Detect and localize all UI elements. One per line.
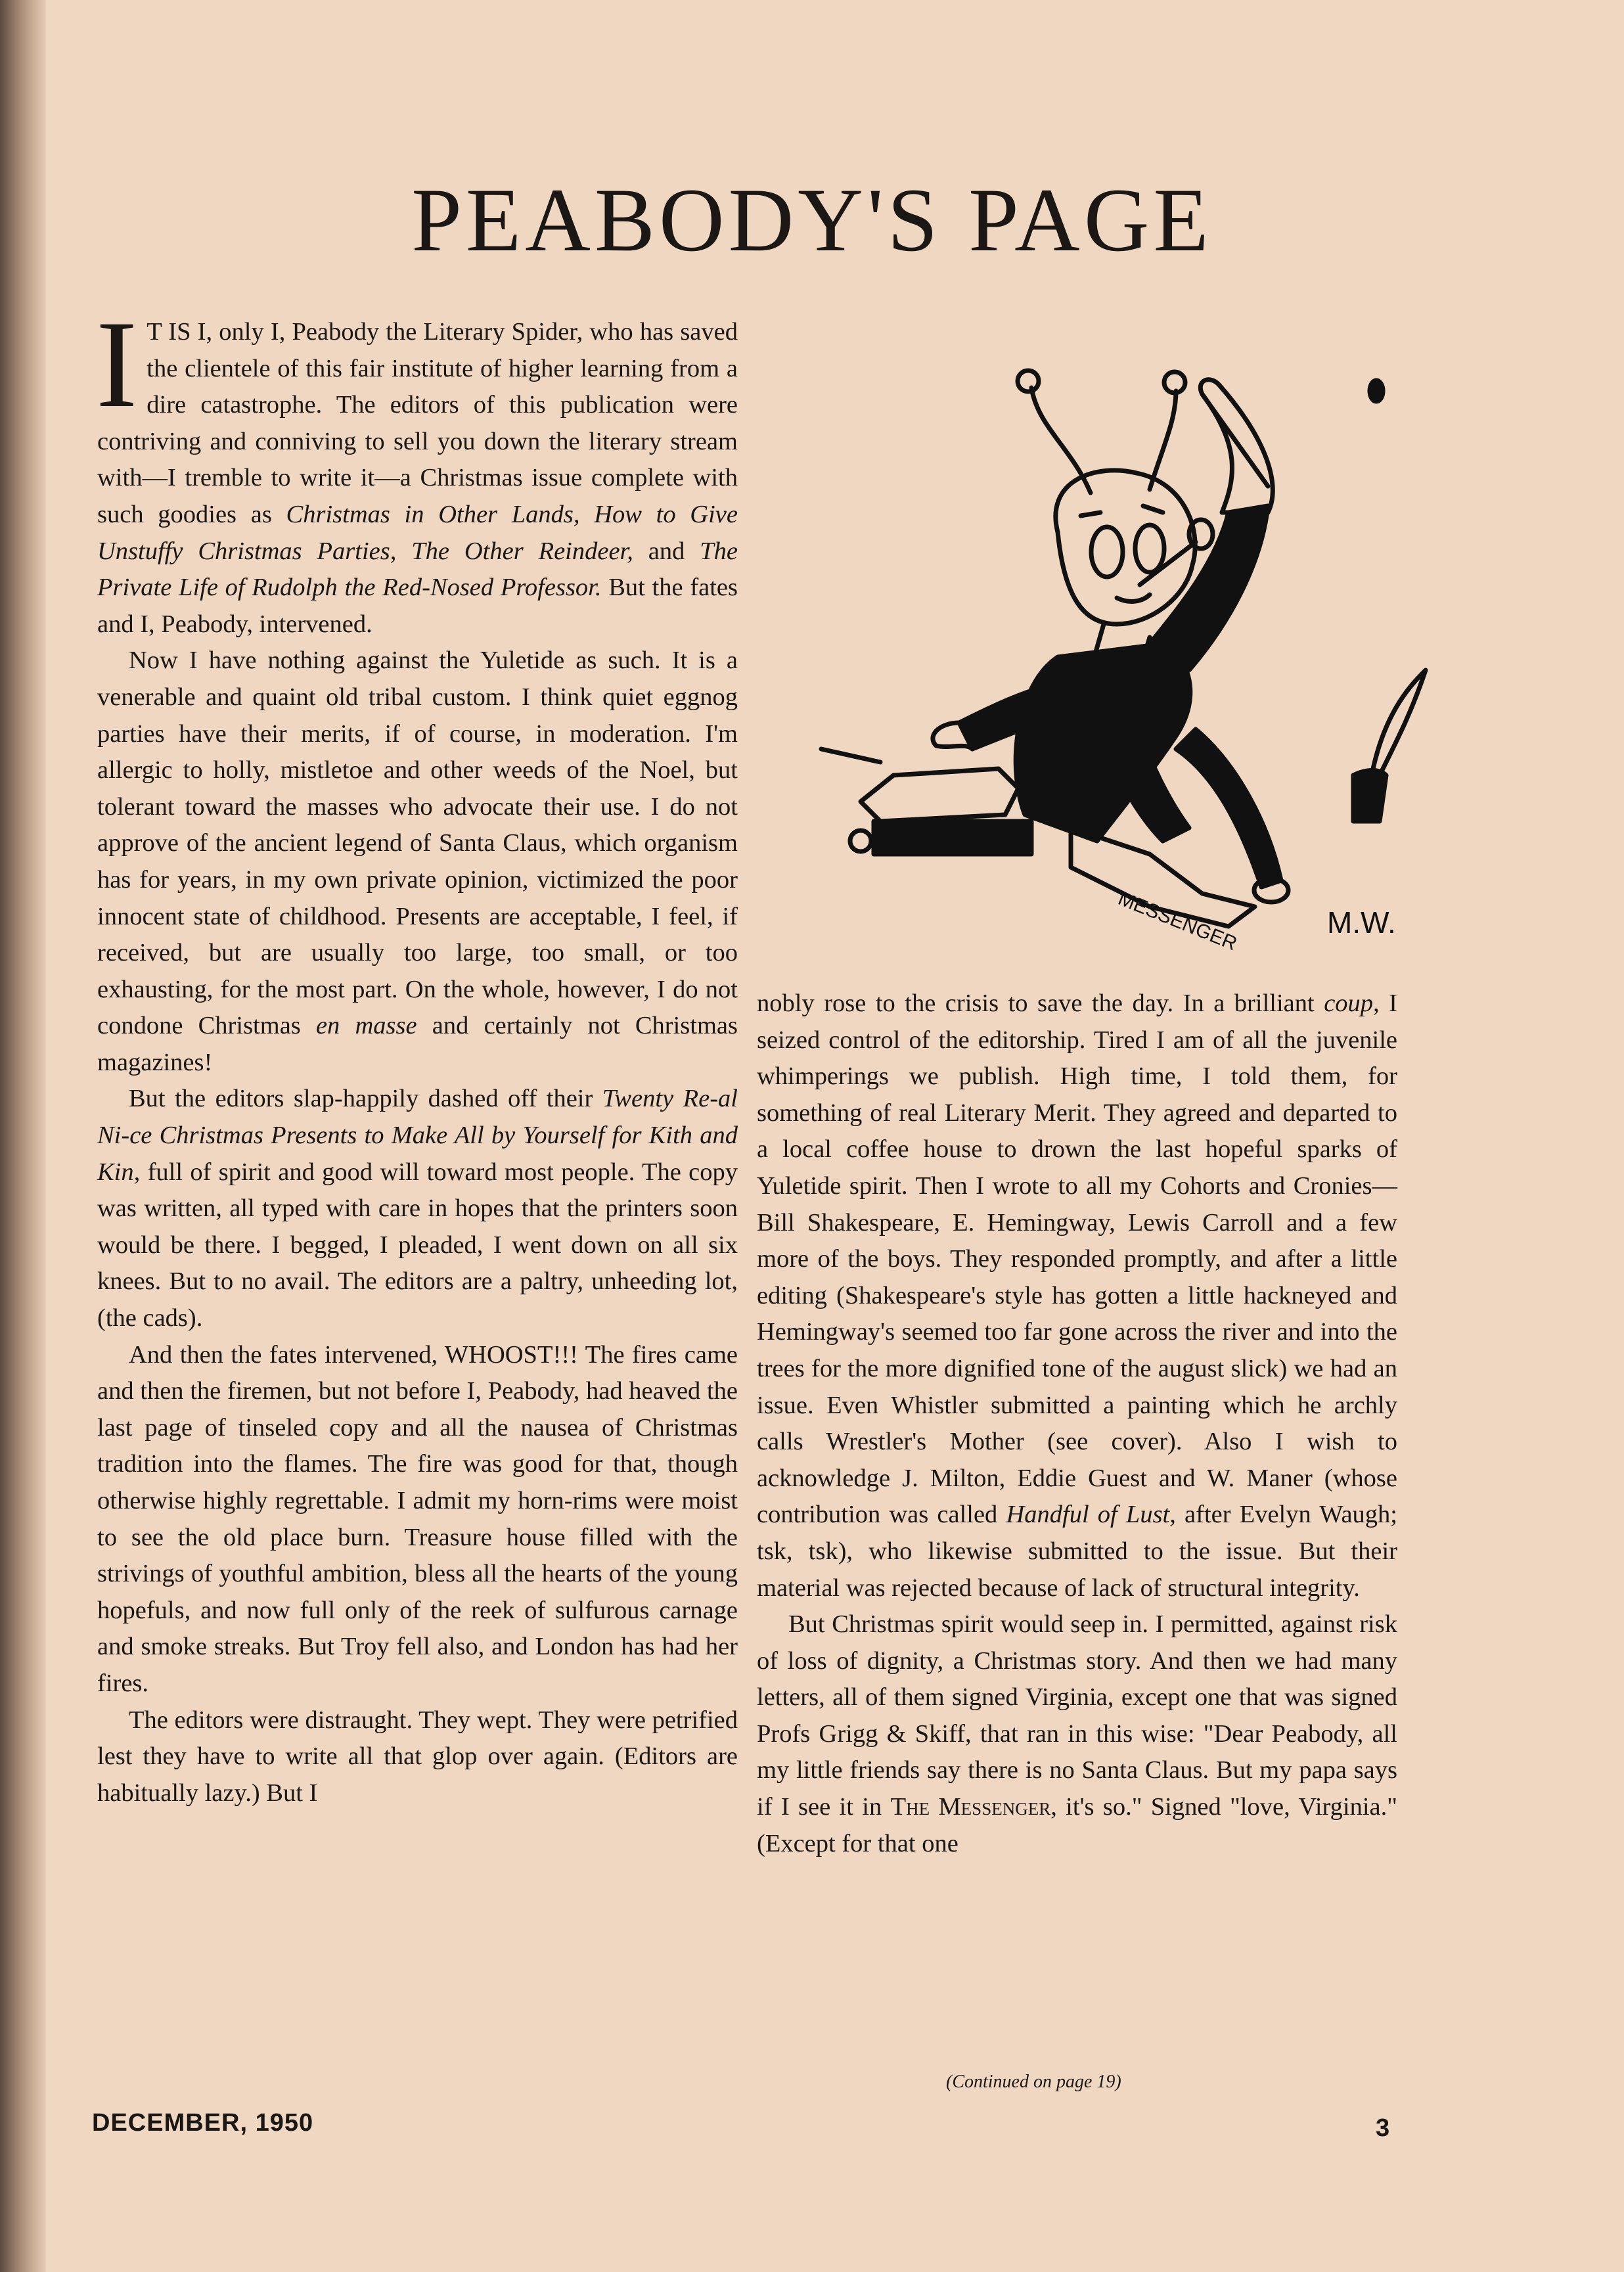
continued-note: (Continued on page 19) xyxy=(946,2072,1121,2092)
typewriter-knob xyxy=(850,830,871,852)
paragraph-3 xyxy=(97,1081,738,1336)
brow-right xyxy=(1143,506,1163,512)
mouth xyxy=(1117,595,1150,601)
article-column-right xyxy=(757,986,1397,1862)
text: nobly rose to the crisis to save the day. In a brilliant xyxy=(757,989,1324,1017)
leg xyxy=(1176,729,1281,887)
page-binding-shadow xyxy=(0,0,46,2272)
page-number: 3 xyxy=(1376,2114,1390,2142)
text: after Evelyn Waugh; tsk, tsk), who likewise submitted to the issue. But their material was rejected because of lack of structural integrity. xyxy=(757,1501,1397,1602)
italic-phrase: en masse xyxy=(315,1012,417,1040)
paragraph-6 xyxy=(757,986,1397,1606)
typewriter-base xyxy=(874,821,1031,854)
eye-right xyxy=(1135,525,1164,572)
paragraph-7 xyxy=(757,1606,1397,1862)
drop-cap: I xyxy=(96,296,138,434)
text: and xyxy=(633,537,700,565)
spider-illustration xyxy=(808,315,1432,959)
paragraph-1 xyxy=(96,296,738,643)
italic-title: The Private Life of Rudolph the Red-Nosed Professor. xyxy=(97,537,738,602)
antenna-left-tip xyxy=(1018,371,1039,392)
text: , it's so." Signed "love, Virginia." (Except for that one xyxy=(757,1793,1397,1857)
raised-arm xyxy=(1150,506,1268,670)
italic-word: coup, xyxy=(1324,989,1380,1017)
paragraph-2 xyxy=(97,643,738,1081)
text: But the fates and I, Peabody, intervened. xyxy=(97,574,738,638)
inkwell xyxy=(1353,771,1386,822)
text: I seized control of the editorship. Tired I am of all the juvenile whimperings we publish. High time, I told them, for something of real Literary Merit. They agreed and departed to a local coffee house to drown the last hopeful sparks of Yuletide spirit. Then I wrote to all my Cohorts and Cronies—Bill Shakespeare, E. Hemingway, Lewis Carroll and a few more of the boys. They responded promptly, and after a little editing (Shakespeare's style has gotten a little hackneyed and Hemingway's seemed too far gone across the river and into the trees for the more dignified tone of the august slick) we had an issue. Even Whistler submitted a painting which he archly calls Wrestler's Mother (see cover). Also I wish to acknowledge J. Milton, Eddie Guest and W. Maner (whose contribution was called xyxy=(757,989,1397,1529)
paragraph-4: And then the fates intervened, WHOOST!!! The fires came and then the firemen, but not before I, Peabody, had heaved the last page of tinseled copy and all the nausea of Christmas tradition into the flames. The fire was good for that, though otherwise highly regrettable. I admit my horn-rims were moist to see the old place burn. Treasure house filled with the strivings of youthful ambition, bless all the hearts of the young hopefuls, and now full only of the reek of sulfurous carnage and smoke streaks. But Troy fell also, and London has had her fires. xyxy=(97,1340,738,1697)
text: T IS I, only I, Peabody the Literary Spider, who has saved the clientele of this fair institute of higher learning from a dire catastrophe. The editors of this publication were contriving and conniving to sell you down the literary stream with—I tremble to write it—a Christmas issue complete with such goodies as xyxy=(97,318,738,528)
text: Now I have nothing against the Yuletide as such. It is a venerable and quaint old tribal custom. I think quiet eggnog parties have their merits, if of course, in moderation. I'm allergic to holly, mistletoe and other weeds of the Noel, but tolerant toward the masses who advocate their use. I do not approve of the ancient legend of Santa Claus, which organism has for years, in my own private opinion, victimized the poor innocent state of childhood. Presents are acceptable, I feel, if received, but are usually too large, too small, or too exhausting, for the most part. On the whole, however, I do not condone Christmas xyxy=(97,647,738,1040)
eye-left xyxy=(1091,527,1123,577)
paragraph-5: The editors were distraught. They wept. They were petrified lest they have to write all that glop over again. (Editors are habitually lazy.) But I xyxy=(97,1706,738,1807)
artist-signature: M.W. xyxy=(1327,905,1396,940)
footer-date: DECEMBER, 1950 xyxy=(92,2109,314,2137)
ink-dot xyxy=(1370,380,1383,401)
magazine-name: The Messenger xyxy=(890,1793,1051,1821)
text: But Christmas spirit would seep in. I permitted, against risk of loss of dignity, a Christmas story. And then we had many letters, all of them signed Virginia, except one that was signed Profs Grigg & Skiff, that ran in this wise: "Dear Peabody, all my little friends say there is no Santa Claus. But my papa says if I see it in xyxy=(757,1610,1397,1821)
typewriter xyxy=(861,769,1018,821)
text: But the editors slap-happily dashed off their xyxy=(129,1085,602,1113)
banner-text: MESSENGER xyxy=(1115,887,1240,955)
text: and certainly not Christmas magazines! xyxy=(97,1012,738,1076)
brow-left xyxy=(1081,512,1100,516)
page-title: PEABODY'S PAGE xyxy=(411,170,1213,270)
italic-title: Twenty Re-al Ni-ce Christmas Presents to Make All by Yourself for Kith and Kin, xyxy=(97,1085,738,1186)
text: full of spirit and good will toward most people. The copy was written, all typed with care in hopes that the printers soon would be there. I begged, I pleaded, I went down on all six knees. But to no avail. The editors are a paltry, unheeding lot, (the cads). xyxy=(97,1158,738,1332)
antenna-right xyxy=(1150,391,1176,489)
article-column-left xyxy=(96,296,738,1811)
italic-title: Handful of Lust, xyxy=(1006,1501,1176,1529)
typewriter-lever xyxy=(821,749,880,762)
italic-title: Christmas in Other Lands, How to Give Unstuffy Christmas Parties, The Other Reindeer, xyxy=(97,500,738,565)
quill xyxy=(1373,670,1426,775)
